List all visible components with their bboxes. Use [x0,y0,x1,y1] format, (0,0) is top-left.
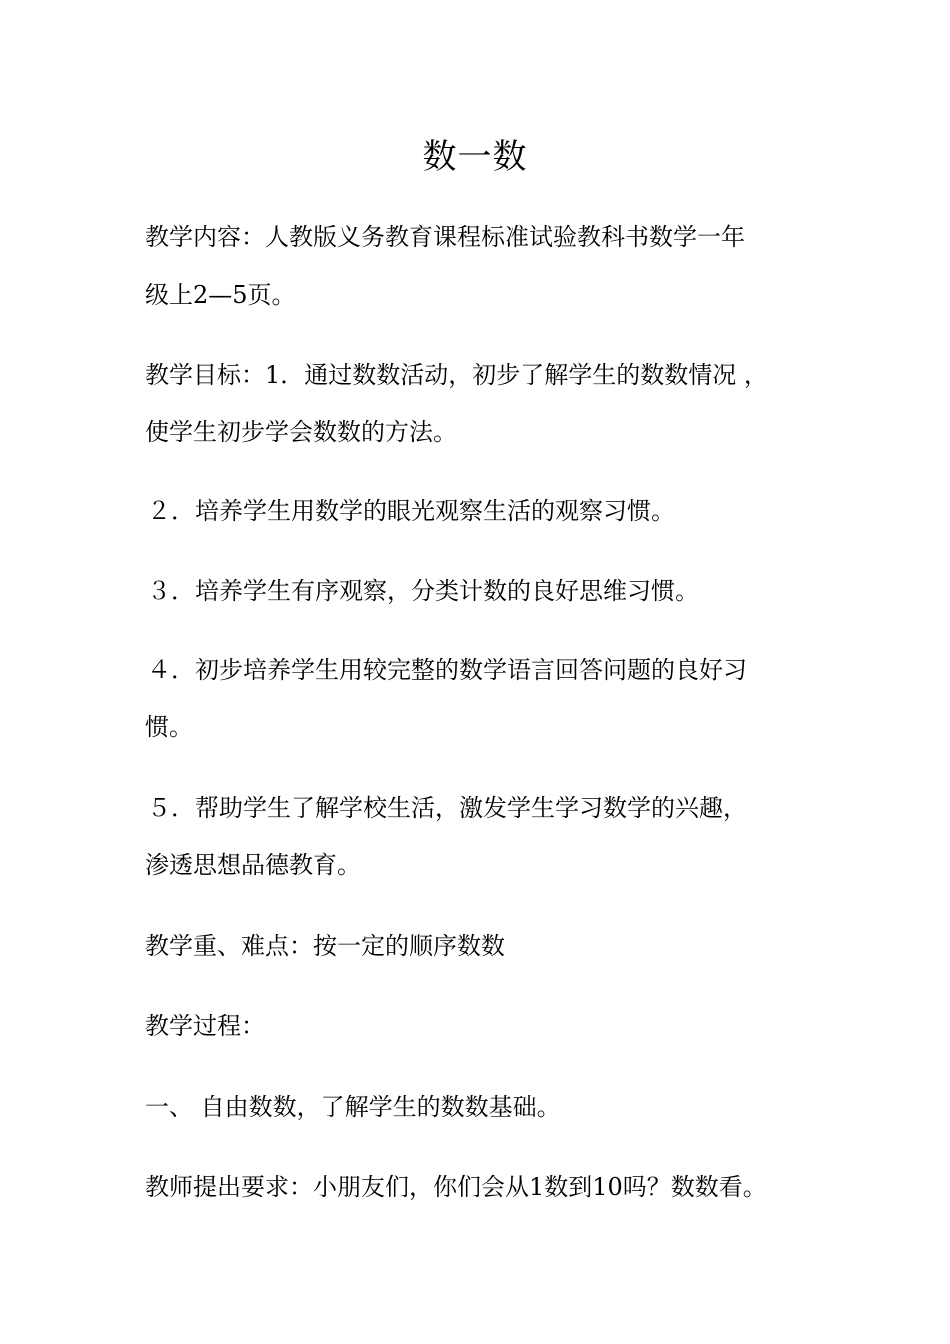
content-line-objective-2: ２．培养学生用数学的眼光观察生活的观察习惯。 [147,497,675,525]
document-title: 数一数 [422,137,528,177]
content-line-teaching-content: 教学内容：人教版义务教育课程标准试验教科书数学一年 [145,223,745,251]
content-line-objective-1-cont: 使学生初步学会数数的方法。 [145,418,457,446]
content-line-objective-4-cont: 惯。 [145,713,193,741]
content-line-process-heading: 教学过程： [145,1012,265,1040]
content-line-objective-3: ３．培养学生有序观察，分类计数的良好思维习惯。 [147,577,699,605]
content-line-objective-5: ５．帮助学生了解学校生活，激发学生学习数学的兴趣， [147,794,747,822]
content-line-teacher-request: 教师提出要求：小朋友们，你们会从1数到10吗？数数看。 [145,1173,767,1201]
content-line-section-1: 一、 自由数数，了解学生的数数基础。 [145,1093,561,1121]
content-line-objective-5-cont: 渗透思想品德教育。 [145,851,361,879]
content-line-objective-1: 教学目标：1．通过数数活动，初步了解学生的数数情况 ， [145,361,768,389]
content-line-key-points: 教学重、难点：按一定的顺序数数 [145,932,505,960]
content-line-objective-4: ４．初步培养学生用较完整的数学语言回答问题的良好习 [147,656,747,684]
content-line-teaching-content-cont: 级上2—5页。 [145,281,296,309]
